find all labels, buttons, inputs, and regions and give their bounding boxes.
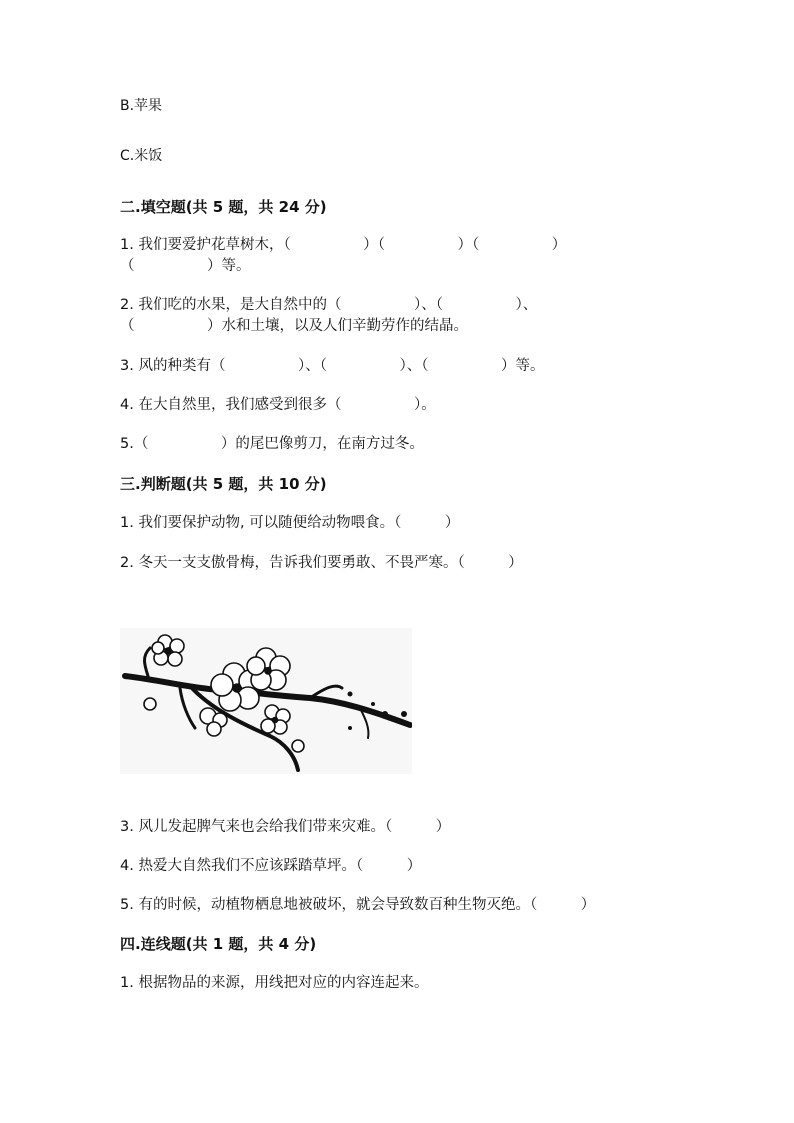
judge-question-2: 2. 冬天一支支傲骨梅，告诉我们要勇敢、不畏严寒。（ ） (120, 555, 523, 571)
judge-question-3: 3. 风儿发起脾气来也会给我们带来灾难。（ ） (120, 819, 451, 835)
section-true-false-title: 三.判断题(共 5 题，共 10 分) (120, 475, 327, 493)
fill-question-1-line-2: （ ）等。 (120, 258, 251, 274)
fill-question-4: 4. 在大自然里，我们感受到很多（ ）。 (120, 397, 436, 413)
fill-question-5: 5.（ ）的尾巴像剪刀，在南方过冬。 (120, 436, 424, 452)
section-fill-in-title: 二.填空题(共 5 题，共 24 分) (120, 198, 327, 216)
fill-question-2-line-2: （ ）水和土壤，以及人们辛勤劳作的结晶。 (120, 318, 468, 334)
plum-blossom-icon (120, 628, 412, 774)
matching-question-1: 1. 根据物品的来源，用线把对应的内容连起来。 (120, 975, 429, 991)
fill-question-1-line-1: 1. 我们要爱护花草树木，（ ）（ ）（ ） (120, 237, 567, 253)
fill-question-3: 3. 风的种类有（ ）、（ ）、（ ）等。 (120, 358, 545, 374)
option-b: B.苹果 (120, 98, 163, 114)
fill-question-2-line-1: 2. 我们吃的水果，是大自然中的（ ）、（ ）、 (120, 297, 538, 313)
plum-blossom-branch-illustration (120, 628, 412, 774)
option-c: C.米饭 (120, 148, 163, 164)
section-matching-title: 四.连线题(共 1 题，共 4 分) (120, 935, 317, 953)
judge-question-5: 5. 有的时候，动植物栖息地被破坏，就会导致数百种生物灭绝。（ ） (120, 897, 596, 913)
judge-question-1: 1. 我们要保护动物, 可以随便给动物喂食。（ ） (120, 515, 460, 531)
judge-question-4: 4. 热爱大自然我们不应该踩踏草坪。（ ） (120, 858, 422, 874)
